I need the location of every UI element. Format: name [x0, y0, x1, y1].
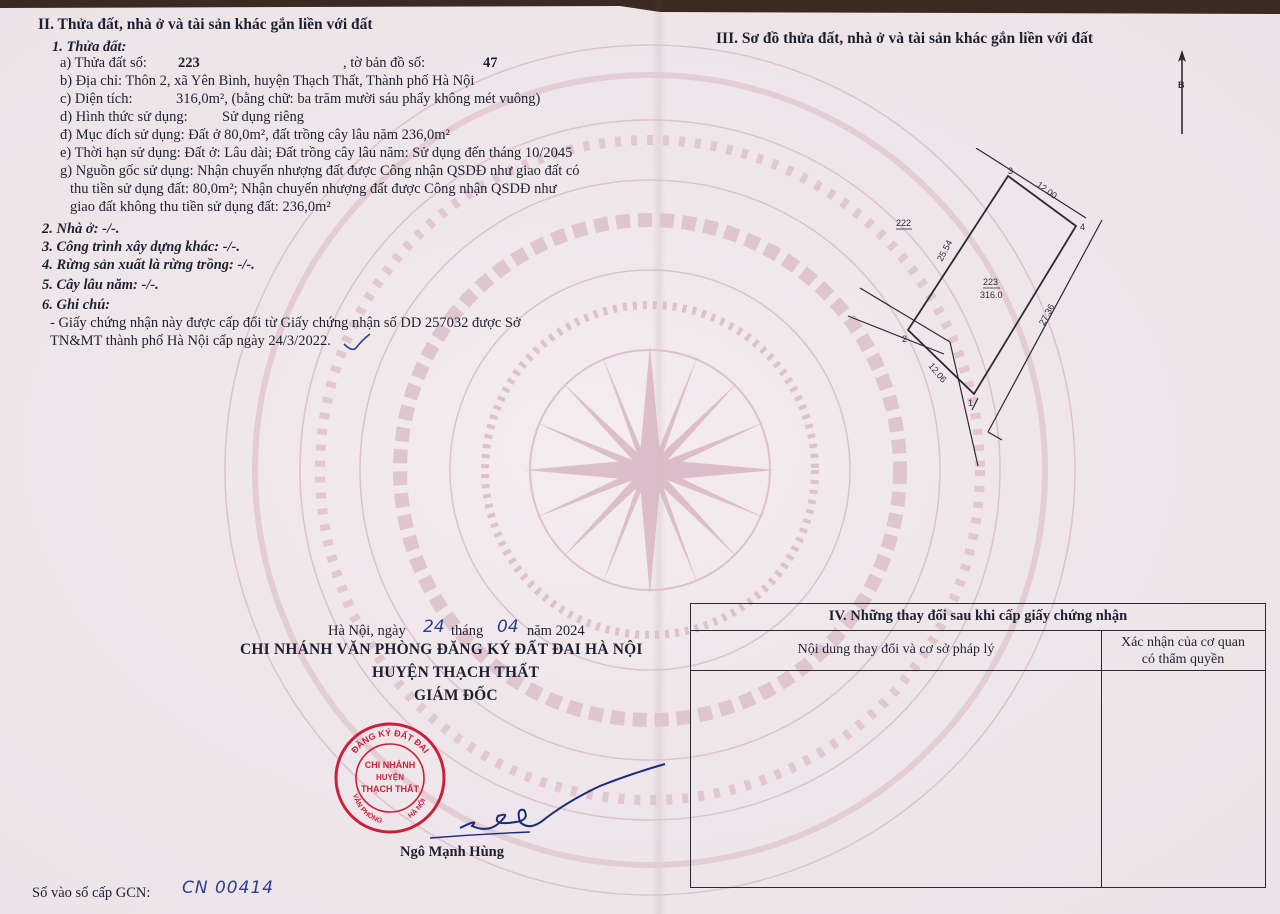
issuing-office-line2: HUYỆN THẠCH THẤT — [372, 664, 540, 681]
usage-term: e) Thời hạn sử dụng: Đất ở: Lâu dài; Đất trồng cây lâu năm: Sử dụng đến tháng 10/2045 — [60, 145, 573, 161]
date-year: năm 2024 — [527, 623, 585, 639]
vertex-4: 4 — [1080, 222, 1086, 232]
stamp-ring-top: ĐĂNG KÝ ĐẤT ĐAI — [349, 727, 431, 756]
edge-top-length: 12.00 — [1034, 179, 1059, 201]
area-label: c) Diện tích: — [60, 91, 133, 107]
parcel-plan-diagram — [840, 148, 1120, 478]
changes-table-title: IV. Những thay đổi sau khi cấp giấy chứng nhận — [828, 608, 1128, 624]
map-sheet-label: , tờ bản đồ số: — [343, 55, 426, 71]
area-value: 316,0m², (bằng chữ: ba trăm mười sáu phẩy không mét vuông) — [176, 91, 541, 107]
address-line: b) Địa chỉ: Thôn 2, xã Yên Bình, huyện Thạch Thất, Thành phố Hà Nội — [60, 73, 475, 89]
road-line-upper — [848, 316, 944, 354]
stamp-center-line1: CHI NHÁNH — [364, 760, 416, 770]
changes-col-content-header: Nội dung thay đổi và cơ sở pháp lý — [797, 642, 995, 657]
gcn-register-label: Số vào sổ cấp GCN: — [32, 885, 151, 901]
map-sheet-value: 47 — [483, 55, 498, 71]
date-month-label: tháng — [451, 623, 484, 639]
parcel-number-plan: 223 — [983, 277, 999, 287]
edge-right-length: 27.36 — [1036, 302, 1057, 327]
parcel-number-label: a) Thửa đất số: — [60, 55, 147, 71]
edge-bottom-length: 12.06 — [926, 360, 949, 385]
vertex-3: 3 — [1008, 166, 1014, 176]
usage-purpose: đ) Mục đích sử dụng: Đất ở 80,0m², đất trồng cây lâu năm 236,0m² — [60, 127, 450, 143]
stamp-center-line2: HUYỆN — [375, 773, 405, 782]
issuing-office-line1: CHI NHÁNH VĂN PHÒNG ĐĂNG KÝ ĐẤT ĐAI HÀ NỘI — [240, 641, 643, 658]
north-label: B — [1178, 80, 1185, 90]
stamp-ring-right: HÀ NỘI — [407, 797, 428, 820]
parcel-area-plan: 316.0 — [980, 290, 1003, 300]
road-line-lower — [950, 342, 978, 466]
section-ii-title: II. Thửa đất, nhà ở và tài sản khác gắn liền với đất — [38, 16, 373, 33]
item2-house: 2. Nhà ở: -/-. — [42, 221, 120, 237]
usage-origin-line3: giao đất không thu tiền sử dụng đất: 236,0m² — [70, 199, 331, 215]
gcn-register-value: CN 00414 — [182, 878, 275, 898]
stamp-center-line3: THẠCH THẤT — [361, 784, 419, 794]
changes-table-divider — [1101, 630, 1102, 887]
neighbor-parcel-label: 222 — [896, 218, 912, 228]
note-tick-mark — [342, 330, 372, 356]
signer-name: Ngô Mạnh Hùng — [400, 844, 504, 860]
vertex-1: 1 — [968, 398, 974, 408]
usage-form-label: d) Hình thức sử dụng: — [60, 109, 188, 125]
item4-forest: 4. Rừng sản xuất là rừng trồng: -/-. — [42, 257, 255, 273]
stamp-ring-left: VĂN PHÒNG — [350, 793, 383, 826]
director-title: GIÁM ĐỐC — [414, 687, 498, 704]
director-signature — [420, 760, 670, 850]
item3-construction: 3. Công trình xây dựng khác: -/-. — [42, 239, 241, 255]
edge-left-length: 25.54 — [934, 238, 955, 263]
confirm-header-line1: Xác nhận của cơ quan — [1120, 635, 1245, 650]
item1-title: 1. Thửa đất: — [52, 39, 127, 55]
changes-table — [690, 603, 1266, 888]
neighbor-boundary-top — [976, 148, 1086, 218]
vertex-2: 2 — [902, 334, 908, 344]
date-prefix: Hà Nội, ngày — [328, 623, 406, 639]
date-day: 24 — [423, 617, 445, 637]
section-iii-title: III. Sơ đồ thửa đất, nhà ở và tài sản khác gắn liền với đất — [716, 30, 1094, 47]
item6-notes-title: 6. Ghi chú: — [42, 297, 111, 313]
confirm-header-line2: có thẩm quyền — [1141, 652, 1225, 667]
parcel-number-value: 223 — [178, 55, 200, 71]
date-month: 04 — [497, 617, 519, 637]
usage-origin-line1: g) Nguồn gốc sử dụng: Nhận chuyển nhượng đất được Công nhận QSDĐ như giao đất có — [60, 163, 580, 179]
note-line2: TN&MT thành phố Hà Nội cấp ngày 24/3/2022. — [50, 333, 331, 349]
note-line1: - Giấy chứng nhận này được cấp đổi từ Giấy chứng nhận số DD 257032 được Sở — [50, 315, 521, 331]
usage-form-value: Sử dụng riêng — [222, 109, 304, 125]
usage-origin-line2: thu tiền sử dụng đất: 80,0m²; Nhận chuyển nhượng đất được Công nhận QSDĐ như — [70, 181, 557, 197]
changes-col-confirm-header — [1101, 634, 1265, 668]
item5-perennial: 5. Cây lâu năm: -/-. — [42, 277, 159, 293]
north-arrow-icon — [1168, 48, 1198, 138]
